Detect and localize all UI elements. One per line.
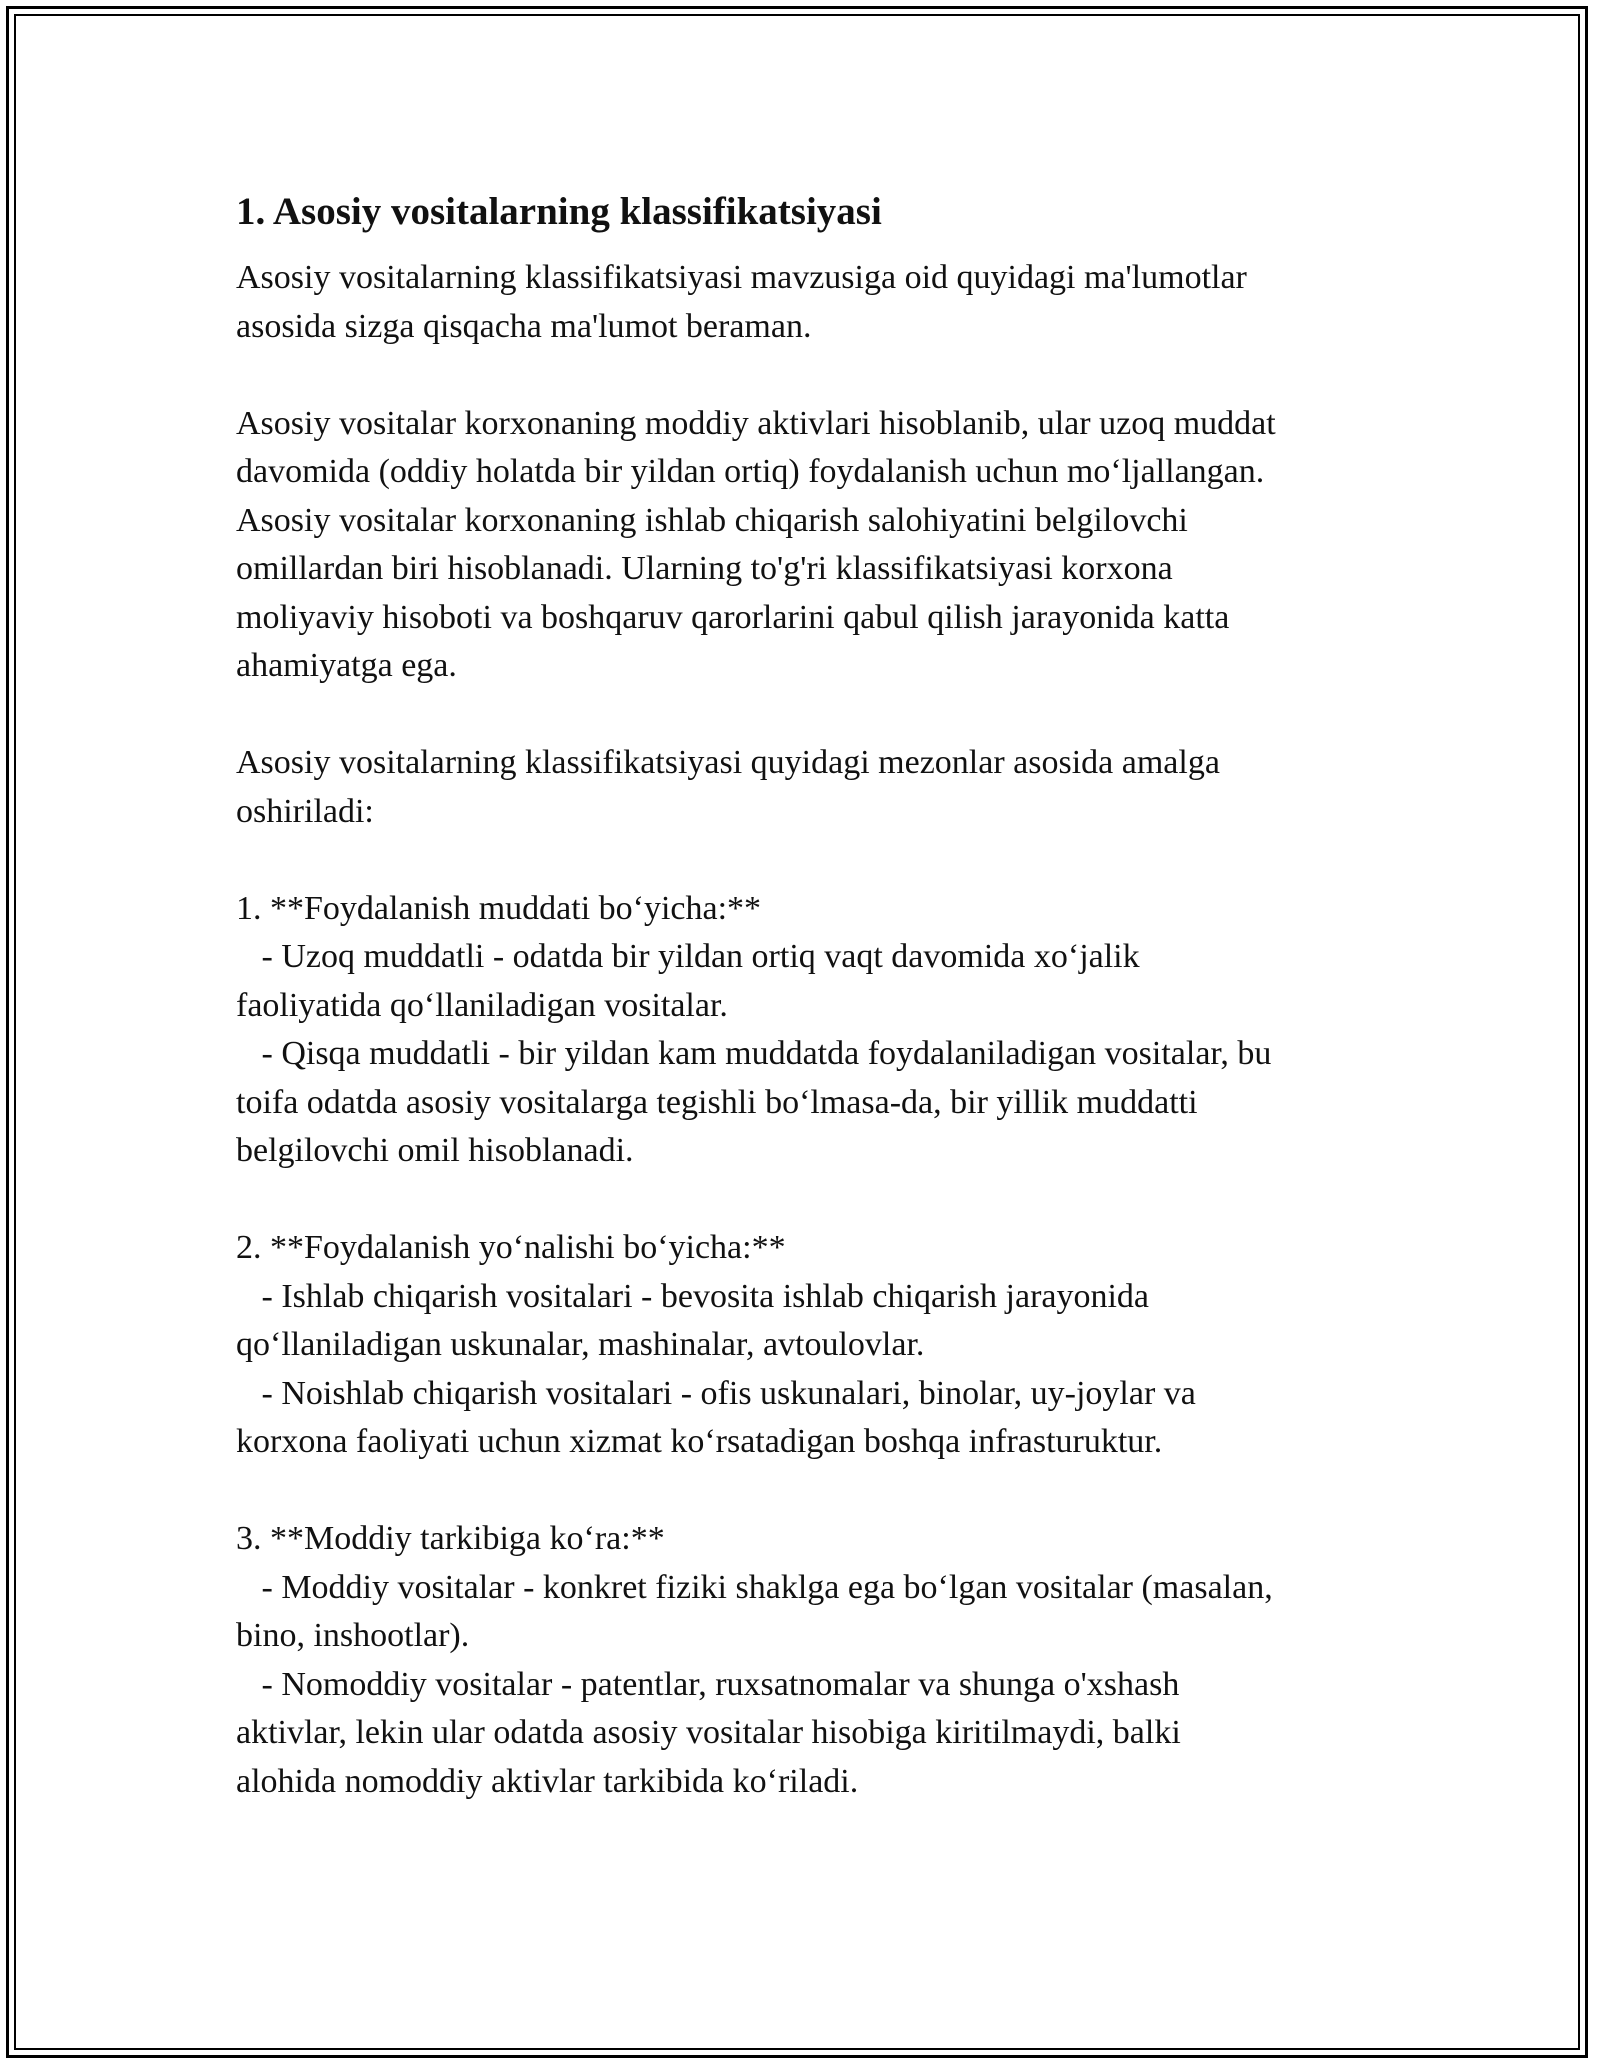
- list-item-line: - Nomoddiy vositalar - patentlar, ruxsatnomalar va shunga o'xshash: [236, 1665, 1180, 1703]
- paragraph-line: oshiriladi:: [236, 792, 374, 830]
- paragraph-line: Asosiy vositalar korxonaning moddiy aktivlari hisoblanib, ular uzoq muddat: [236, 404, 1276, 442]
- list-item-line: bino, inshootlar).: [236, 1617, 470, 1654]
- list-item-line: aktivlar, lekin ular odatda asosiy vositalar hisobiga kiritilmaydi, balki: [236, 1714, 1181, 1751]
- list-item-line: toifa odatda asosiy vositalarga tegishli bo‘lmasa-da, bir yillik muddatti: [236, 1083, 1198, 1121]
- list-item-line: faoliyatida qo‘llaniladigan vositalar.: [236, 986, 728, 1024]
- list-item-line: korxona faoliyati uchun xizmat ko‘rsatadigan boshqa infrasturuktur.: [236, 1423, 1163, 1460]
- paragraph-line: asosida sizga qisqacha ma'lumot beraman.: [236, 307, 812, 345]
- list-item-line: alohida nomoddiy aktivlar tarkibida ko‘riladi.: [236, 1762, 859, 1800]
- list-item-line: - Ishlab chiqarish vositalari - bevosita ishlab chiqarish jarayonida: [236, 1277, 1150, 1315]
- criteria-paragraph: [236, 739, 1386, 836]
- intro-paragraph: [236, 254, 1386, 351]
- paragraph-line: omillardan biri hisoblanadi. Ularning to'g'ri klassifikatsiyasi korxona: [236, 550, 1173, 587]
- list-item-line: - Qisqa muddatli - bir yildan kam muddatda foydalaniladigan vositalar, bu: [236, 1035, 1272, 1072]
- list-item-line: - Noishlab chiqarish vositalari - ofis uskunalari, binolar, uy-joylar va: [236, 1374, 1196, 1412]
- section-material-composition: [236, 1515, 1386, 1806]
- section-heading: 2. **Foydalanish yo‘nalishi bo‘yicha:**: [236, 1229, 786, 1266]
- section-usage-direction: [236, 1224, 1386, 1467]
- list-item-line: - Moddiy vositalar - konkret fiziki shaklga ega bo‘lgan vositalar (masalan,: [236, 1568, 1273, 1606]
- definition-paragraph: [236, 400, 1386, 691]
- paragraph-line: davomida (oddiy holatda bir yildan ortiq) foydalanish uchun mo‘ljallangan.: [236, 453, 1265, 490]
- paragraph-line: moliyaviy hisoboti va boshqaruv qarorlarini qabul qilish jarayonida katta: [236, 598, 1230, 636]
- section-heading: 3. **Moddiy tarkibiga ko‘ra:**: [236, 1520, 665, 1557]
- paragraph-line: Asosiy vositalarning klassifikatsiyasi mavzusiga oid quyidagi ma'lumotlar: [236, 259, 1247, 296]
- document-body: [236, 186, 1386, 1855]
- paragraph-line: Asosiy vositalar korxonaning ishlab chiqarish salohiyatini belgilovchi: [236, 501, 1188, 539]
- section-heading: 1. **Foydalanish muddati bo‘yicha:**: [236, 889, 762, 927]
- paragraph-line: Asosiy vositalarning klassifikatsiyasi quyidagi mezonlar asosida amalga: [236, 744, 1220, 781]
- list-item-line: - Uzoq muddatli - odatda bir yildan ortiq vaqt davomida xo‘jalik: [236, 938, 1140, 975]
- section-usage-duration: [236, 885, 1386, 1176]
- paragraph-line: ahamiyatga ega.: [236, 647, 457, 684]
- document-title: 1. Asosiy vositalarning klassifikatsiyasi: [236, 190, 882, 233]
- list-item-line: qo‘llaniladigan uskunalar, mashinalar, avtoulovlar.: [236, 1326, 925, 1363]
- list-item-line: belgilovchi omil hisoblanadi.: [236, 1132, 634, 1169]
